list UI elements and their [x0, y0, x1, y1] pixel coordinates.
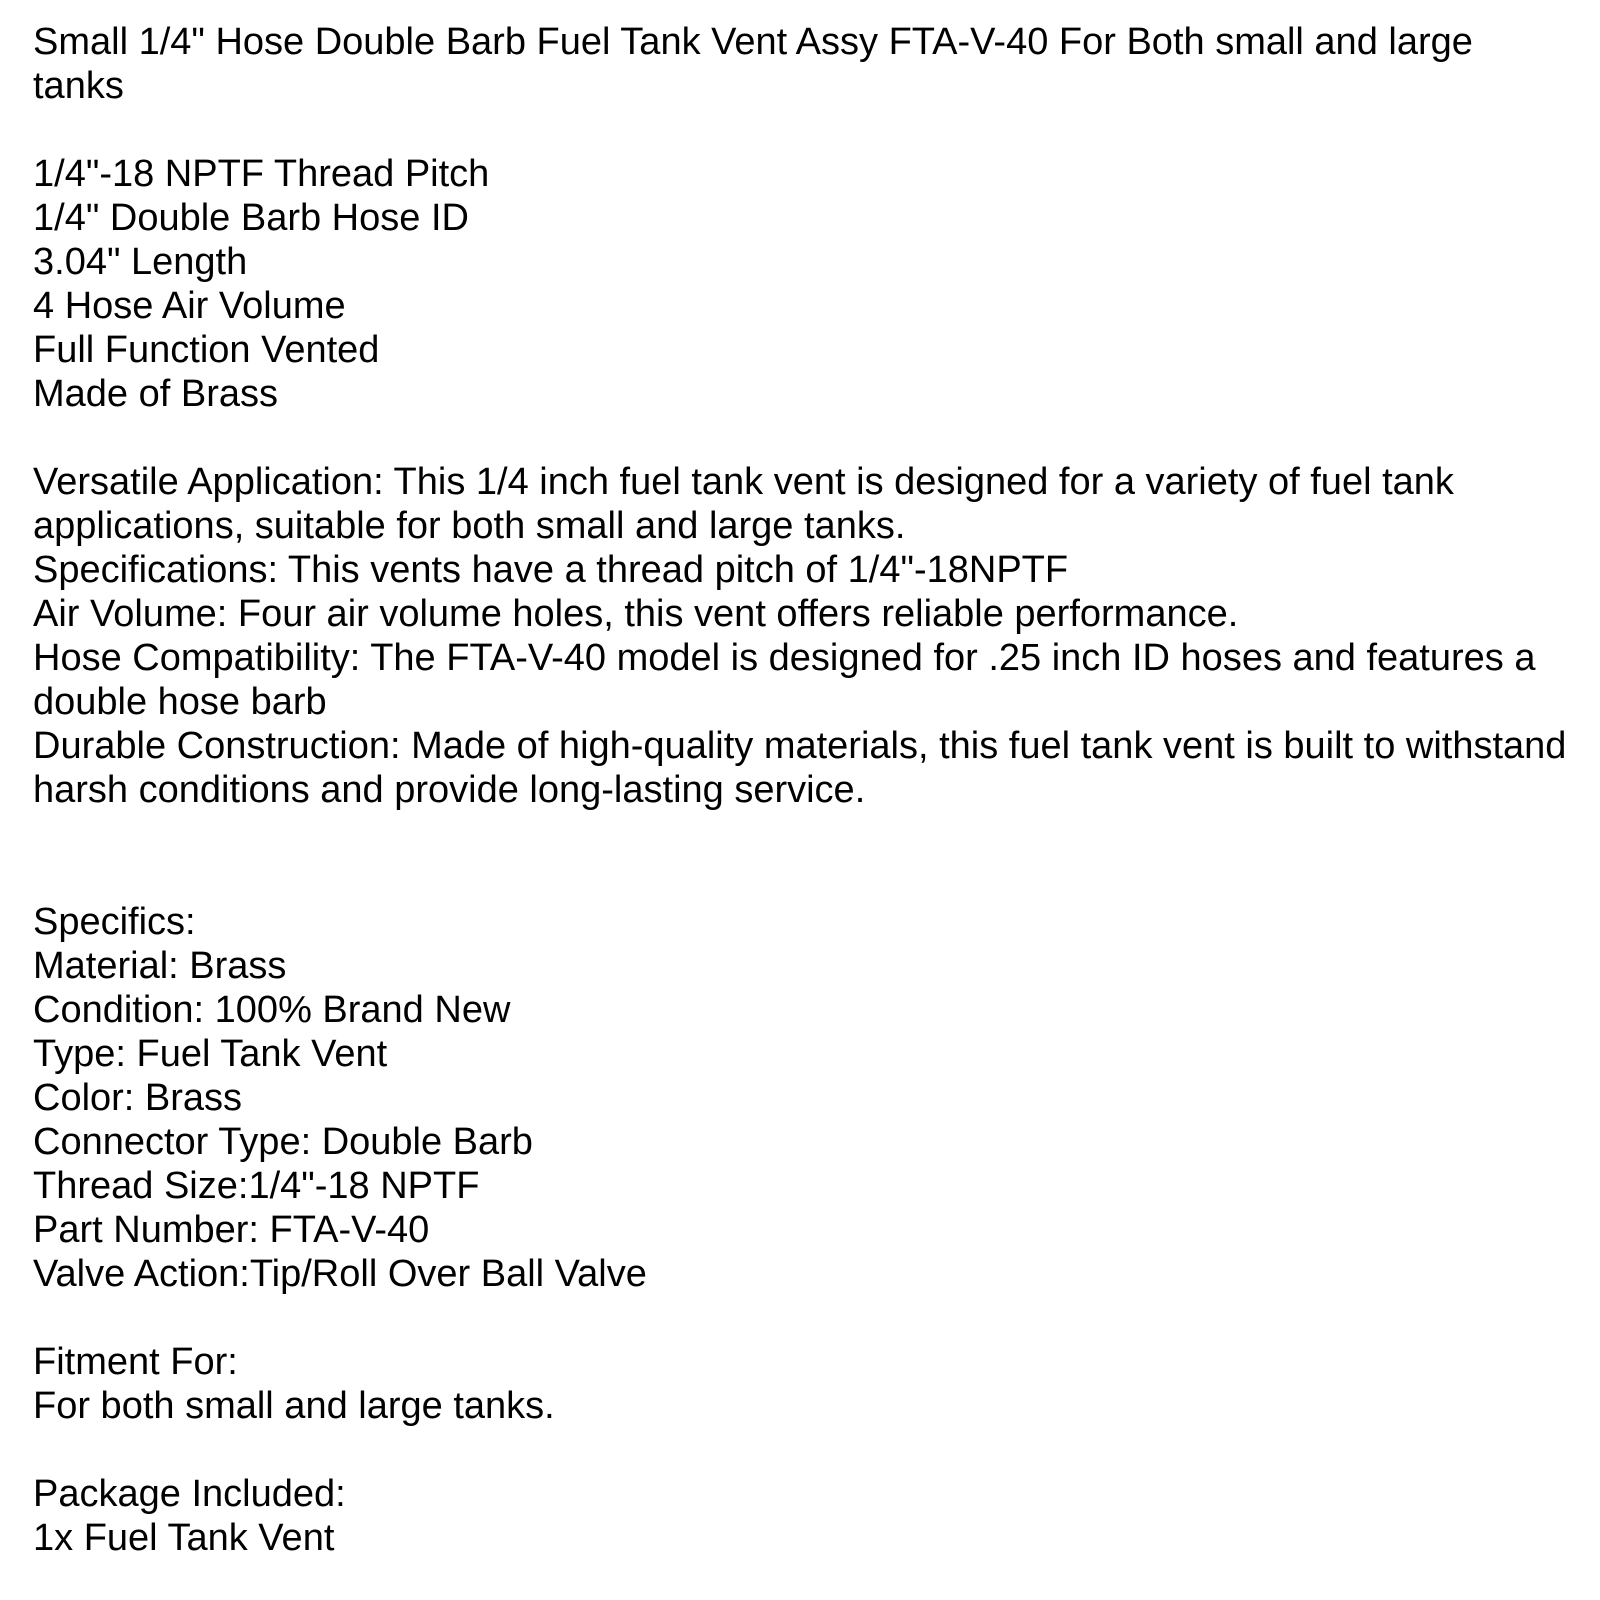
specifics-condition: Condition: 100% Brand New — [33, 989, 511, 1031]
blank-line — [33, 108, 1567, 152]
quick-specs-section — [33, 152, 1567, 416]
specifics-heading: Specifics: — [33, 901, 196, 943]
fitment-heading: Fitment For: — [33, 1341, 238, 1383]
spec-thread-pitch: 1/4"-18 NPTF Thread Pitch — [33, 153, 490, 195]
blank-line — [33, 1296, 1567, 1340]
specifics-connector-type: Connector Type: Double Barb — [33, 1121, 533, 1163]
blank-line — [33, 1428, 1567, 1472]
features-section — [33, 460, 1577, 812]
specifics-material: Material: Brass — [33, 945, 287, 987]
blank-line — [33, 416, 1567, 460]
package-heading: Package Included: — [33, 1473, 346, 1515]
feature-versatile-application: Versatile Application: This 1/4 inch fuel tank vent is designed for a variety of fuel tank applications, suitable for both small and large tanks. — [33, 461, 1465, 547]
fitment-section — [33, 1340, 1567, 1428]
package-item: 1x Fuel Tank Vent — [33, 1517, 335, 1559]
feature-hose-compatibility: Hose Compatibility: The FTA-V-40 model is designed for .25 inch ID hoses and features a double hose barb — [33, 637, 1547, 723]
blank-lines — [33, 812, 1567, 900]
spec-length: 3.04" Length — [33, 241, 248, 283]
specifics-valve-action: Valve Action:Tip/Roll Over Ball Valve — [33, 1253, 647, 1295]
specifics-color: Color: Brass — [33, 1077, 243, 1119]
specifics-section — [33, 900, 1567, 1296]
specifics-type: Type: Fuel Tank Vent — [33, 1033, 388, 1075]
spec-material: Made of Brass — [33, 373, 278, 415]
specifics-part-number: Part Number: FTA-V-40 — [33, 1209, 430, 1251]
specifics-thread-size: Thread Size:1/4"-18 NPTF — [33, 1165, 480, 1207]
feature-air-volume: Air Volume: Four air volume holes, this vent offers reliable performance. — [33, 593, 1239, 635]
feature-durable-construction: Durable Construction: Made of high-quality materials, this fuel tank vent is built to withstand harsh conditions and provide long-lasting service. — [33, 725, 1577, 811]
package-section — [33, 1472, 1567, 1560]
product-title: Small 1/4" Hose Double Barb Fuel Tank Vent Assy FTA-V-40 For Both small and large tanks — [33, 21, 1484, 107]
spec-air-volume: 4 Hose Air Volume — [33, 285, 346, 327]
spec-vented: Full Function Vented — [33, 329, 380, 371]
feature-specifications: Specifications: This vents have a thread pitch of 1/4"-18NPTF — [33, 549, 1069, 591]
spec-hose-id: 1/4" Double Barb Hose ID — [33, 197, 469, 239]
fitment-detail: For both small and large tanks. — [33, 1385, 555, 1427]
